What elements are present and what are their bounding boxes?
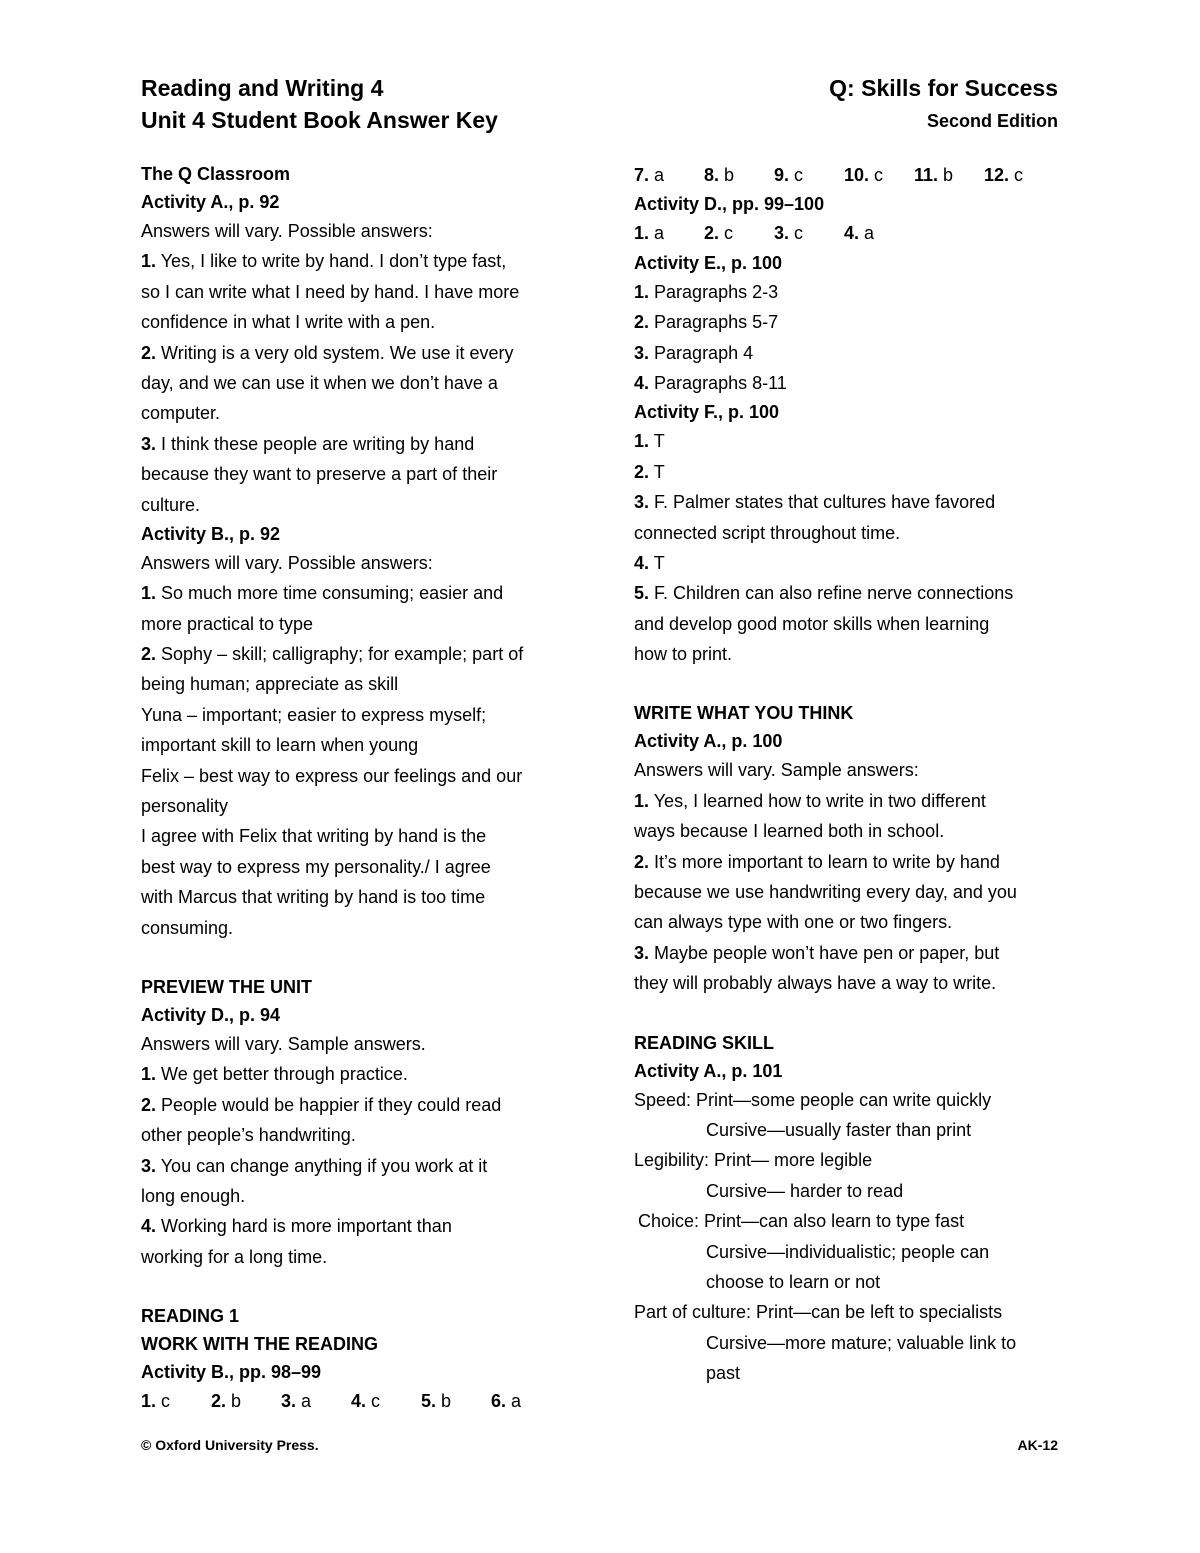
answer-line: I agree with Felix that writing by hand is the [141,826,487,847]
answer-line [141,338,581,368]
answer-line: because they want to preserve a part of their [141,464,498,485]
answer-letter: b [943,165,954,185]
answer-letter: a [654,165,665,185]
answer-cell [421,1386,491,1416]
answer-cell [774,218,844,248]
answer-line [141,639,581,669]
answer-number: 4. [634,552,650,573]
answer-line [141,246,581,276]
answer-row [634,218,1074,248]
answer-text: Paragraphs 8-11 [654,372,787,393]
answer-text: Writing is a very old system. We use it every [161,342,514,363]
answer-line: day, and we can use it when we don’t have a [141,372,498,393]
answer-number: 2. [141,644,157,665]
answer-row [141,1386,581,1416]
answer-line: Cursive— harder to read [706,1180,904,1201]
answer-cell [634,160,704,190]
answer-number: 4. [634,372,650,393]
answer-letter: a [511,1391,522,1412]
activity-intro: Answers will vary. Sample answers: [634,760,919,781]
answer-number: 3. [774,223,790,244]
answer-number: 5. [634,583,650,604]
answer-number: 3. [634,942,650,963]
answer-line [141,578,581,608]
answer-text: Yes, I learned how to write in two different [653,790,986,811]
answer-number: 2. [634,461,650,482]
copyright-notice: © Oxford University Press. [141,1437,319,1453]
answer-text: People would be happier if they could read [161,1094,502,1115]
section-subheading: WORK WITH THE READING [141,1334,378,1355]
answer-number: 9. [774,165,790,185]
answer-number: 2. [211,1391,227,1412]
answer-line [141,1151,581,1181]
activity-heading: Activity F., p. 100 [634,402,780,423]
answer-number: 1. [634,223,650,244]
answer-number: 3. [141,433,157,454]
answer-letter: c [724,223,734,244]
answer-text: Paragraphs 2-3 [654,281,779,302]
answer-text: It’s more important to learn to write by hand [654,851,1000,872]
spacer [634,999,1074,1029]
answer-line: so I can write what I need by hand. I have more [141,281,520,302]
answer-number: 1. [141,1064,157,1085]
answer-number: 6. [491,1391,507,1412]
answer-line: confidence in what I write with a pen. [141,312,436,333]
answer-text: Paragraphs 5-7 [654,312,779,333]
answer-line [634,847,1074,877]
answer-cell [491,1386,561,1416]
answer-number: 1. [634,790,650,811]
answer-line: can always type with one or two fingers. [634,912,953,933]
answer-line [634,277,1074,307]
answer-line: and develop good motor skills when learning [634,613,990,634]
activity-heading: Activity B., pp. 98–99 [141,1362,322,1383]
answer-text: Working hard is more important than [161,1216,452,1237]
answer-line: computer. [141,403,221,424]
answer-number: 4. [141,1216,157,1237]
answer-line [634,368,1074,398]
answer-line: because we use handwriting every day, and you [634,882,1017,903]
answer-cell [141,1386,211,1416]
answer-cell [844,160,914,190]
answer-letter: b [441,1391,452,1412]
answer-cell [704,218,774,248]
activity-heading: Activity A., p. 101 [634,1060,783,1081]
edition-label: Second Edition [926,111,1058,131]
answer-number: 3. [634,492,650,513]
answer-number: 7. [634,165,650,185]
answer-number: 1. [141,251,157,272]
answer-line [634,938,1074,968]
answer-line: being human; appreciate as skill [141,674,399,695]
answer-line [634,548,1074,578]
answer-line: Cursive—individualistic; people can [706,1241,990,1262]
answer-letter: c [1014,165,1024,185]
answer-text: Maybe people won’t have pen or paper, but [654,942,1000,963]
answer-line: Legibility: Print— more legible [634,1150,873,1171]
answer-line: connected script throughout time. [634,522,901,543]
answer-number: 2. [141,342,157,363]
answer-line [141,429,581,459]
activity-heading: Activity A., p. 100 [634,731,783,752]
answer-line [634,786,1074,816]
answer-cell [704,160,774,190]
answer-line: Part of culture: Print—can be left to specialists [634,1302,1003,1323]
answer-row [634,160,1074,190]
brand-title: Q: Skills for Success [829,75,1058,101]
answer-text: F. Children can also refine nerve connections [654,583,1014,604]
answer-number: 1. [634,281,650,302]
section-heading: PREVIEW THE UNIT [141,976,313,997]
answer-number: 5. [421,1391,437,1412]
answer-text: I think these people are writing by hand [161,433,475,454]
answer-text: So much more time consuming; easier and [161,583,504,604]
answer-letter: c [161,1391,171,1412]
answer-cell [984,160,1054,190]
answer-text: T [653,431,665,452]
answer-number: 4. [844,223,860,244]
answer-number: 12. [984,165,1010,185]
answer-line: past [706,1363,741,1384]
answer-cell [774,160,844,190]
answer-line [634,578,1074,608]
answer-letter: c [794,223,804,244]
answer-letter: c [794,165,804,185]
answer-number: 3. [281,1391,297,1412]
section-heading: WRITE WHAT YOU THINK [634,703,854,724]
right-column [634,160,1074,1389]
answer-cell [211,1386,281,1416]
answer-text: T [653,552,665,573]
answer-line: Felix – best way to express our feelings and our [141,765,523,786]
document-title: Reading and Writing 4 [141,75,384,101]
answer-letter: b [724,165,735,185]
document-subtitle: Unit 4 Student Book Answer Key [141,107,498,133]
answer-text: T [653,461,665,482]
answer-cell [844,218,914,248]
answer-letter: c [874,165,884,185]
answer-text: We get better through practice. [161,1064,408,1085]
answer-cell [281,1386,351,1416]
answer-number: 3. [141,1155,157,1176]
answer-number: 2. [141,1094,157,1115]
answer-letter: a [654,223,665,244]
answer-line [141,1059,581,1089]
activity-intro: Answers will vary. Sample answers. [141,1033,426,1054]
answer-line: choose to learn or not [706,1271,881,1292]
answer-number: 1. [141,583,157,604]
answer-line [141,1211,581,1241]
answer-line: personality [141,796,229,817]
answer-line [634,307,1074,337]
answer-number: 2. [634,851,650,872]
activity-heading: Activity D., pp. 99–100 [634,194,825,215]
answer-number: 3. [634,342,650,363]
answer-line: other people’s handwriting. [141,1125,356,1146]
answer-line: important skill to learn when young [141,735,419,756]
answer-line: consuming. [141,917,234,938]
answer-line [634,338,1074,368]
page-number: AK-12 [1017,1437,1058,1453]
answer-line [634,487,1074,517]
answer-line [634,457,1074,487]
answer-number: 8. [704,165,720,185]
activity-heading: Activity A., p. 92 [141,192,280,212]
answer-text: F. Palmer states that cultures have favored [654,492,996,513]
activity-heading: Activity B., p. 92 [141,523,281,544]
answer-letter: a [301,1391,312,1412]
answer-line: more practical to type [141,613,314,634]
answer-line: Speed: Print—some people can write quickly [634,1089,992,1110]
answer-line: working for a long time. [141,1246,328,1267]
answer-text: Yes, I like to write by hand. I don’t type fast, [160,251,507,272]
activity-heading: Activity D., p. 94 [141,1004,281,1025]
answer-cell [914,160,984,190]
spacer [634,669,1074,699]
answer-number: 1. [141,1391,157,1412]
answer-letter: a [864,223,875,244]
answer-line: with Marcus that writing by hand is too time [141,887,486,908]
left-column [141,160,581,1417]
activity-heading: Activity E., p. 100 [634,252,783,273]
section-heading: The Q Classroom [141,164,291,184]
answer-line: Yuna – important; easier to express myself; [141,704,487,725]
answer-line: they will probably always have a way to write. [634,973,997,994]
answer-line: ways because I learned both in school. [634,821,945,842]
answer-line: Choice: Print—can also learn to type fast [638,1211,965,1232]
answer-number: 10. [844,165,870,185]
answer-number: 2. [634,312,650,333]
answer-letter: c [371,1391,381,1412]
answer-line: Cursive—more mature; valuable link to [706,1332,1017,1353]
spacer [141,943,581,973]
answer-cell [634,218,704,248]
activity-intro: Answers will vary. Possible answers: [141,221,433,241]
answer-line: culture. [141,494,201,515]
answer-number: 4. [351,1391,367,1412]
answer-letter: b [231,1391,242,1412]
answer-line: how to print. [634,644,733,665]
answer-line [634,426,1074,456]
activity-intro: Answers will vary. Possible answers: [141,552,433,573]
answer-line: Cursive—usually faster than print [706,1119,972,1140]
spacer [141,1272,581,1302]
section-heading: READING 1 [141,1306,240,1327]
answer-line [141,1090,581,1120]
answer-number: 2. [704,223,720,244]
answer-cell [351,1386,421,1416]
answer-line: long enough. [141,1185,246,1206]
answer-number: 11. [914,165,939,185]
answer-text: You can change anything if you work at it [160,1155,488,1176]
answer-text: Paragraph 4 [654,342,754,363]
answer-number: 1. [634,431,650,452]
section-heading: READING SKILL [634,1032,775,1053]
answer-line: best way to express my personality./ I agree [141,856,491,877]
answer-text: Sophy – skill; calligraphy; for example; part of [161,644,524,665]
